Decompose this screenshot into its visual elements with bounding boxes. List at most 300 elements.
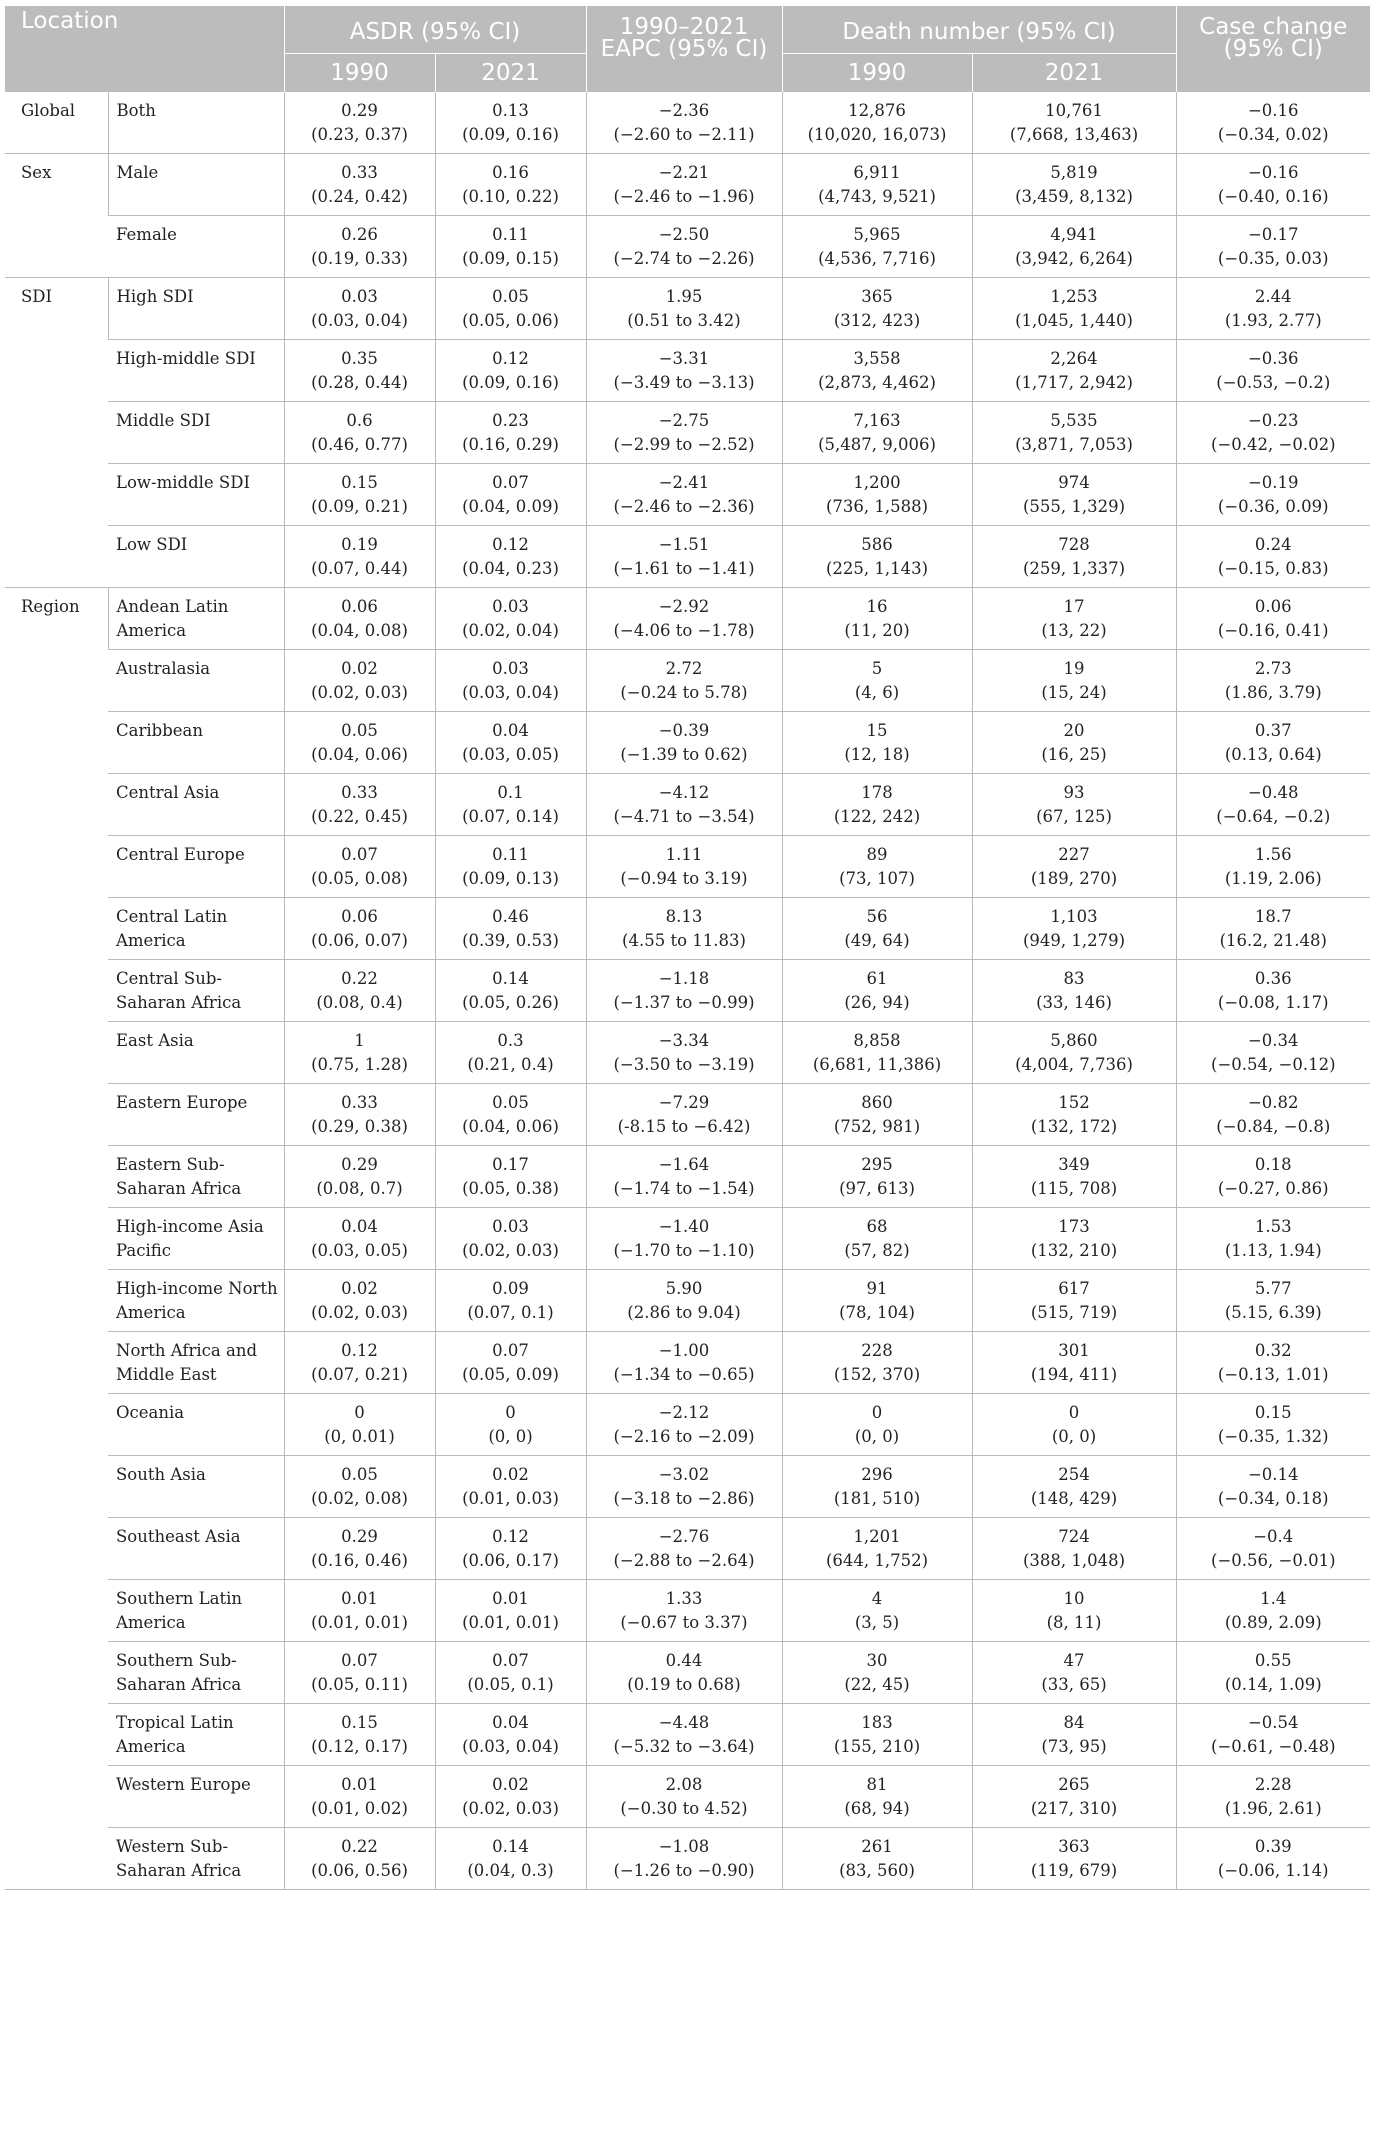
cell-ci: (0.16, 0.46) bbox=[311, 1551, 408, 1570]
header-eapc: 1990–2021 EAPC (95% CI) bbox=[586, 6, 782, 92]
cell-asdr-2021 bbox=[435, 1828, 586, 1890]
cell-death-1990 bbox=[782, 1828, 972, 1890]
cell-ci: (−3.50 to −3.19) bbox=[613, 1055, 755, 1074]
cell-value: 974 bbox=[1058, 473, 1090, 492]
cell-death-2021 bbox=[972, 1394, 1176, 1456]
cell-case-change bbox=[1176, 1146, 1370, 1208]
row-location: Southeast Asia bbox=[108, 1518, 284, 1580]
cell-asdr-1990 bbox=[284, 1766, 435, 1828]
cell-value: 4 bbox=[871, 1589, 883, 1608]
cell-ci: (0.39, 0.53) bbox=[462, 931, 559, 950]
cell-death-2021 bbox=[972, 588, 1176, 650]
cell-value: 0.03 bbox=[492, 1217, 529, 1236]
cell-ci: (1,717, 2,942) bbox=[1015, 373, 1133, 392]
cell-ci: (0.08, 0.4) bbox=[316, 993, 403, 1012]
cell-value: −2.36 bbox=[658, 101, 710, 120]
table-row bbox=[5, 650, 1370, 712]
cell-eapc bbox=[586, 1394, 782, 1456]
cell-value: 3,558 bbox=[853, 349, 901, 368]
cell-value: −2.21 bbox=[658, 163, 710, 182]
cell-value: 1 bbox=[354, 1031, 365, 1050]
cell-death-1990 bbox=[782, 1146, 972, 1208]
cell-ci: (−1.37 to −0.99) bbox=[613, 993, 755, 1012]
cell-asdr-2021 bbox=[435, 1456, 586, 1518]
cell-death-1990 bbox=[782, 278, 972, 340]
row-location: Australasia bbox=[108, 650, 284, 712]
cell-asdr-1990 bbox=[284, 1642, 435, 1704]
cell-asdr-1990 bbox=[284, 464, 435, 526]
cell-case-change bbox=[1176, 1828, 1370, 1890]
cell-death-1990 bbox=[782, 898, 972, 960]
cell-ci: (−3.49 to −3.13) bbox=[613, 373, 755, 392]
row-location: Oceania bbox=[108, 1394, 284, 1456]
cell-value: 301 bbox=[1058, 1341, 1090, 1360]
cell-eapc bbox=[586, 1580, 782, 1642]
cell-ci: (0, 0) bbox=[1051, 1427, 1097, 1446]
cell-value: 0.15 bbox=[1254, 1403, 1292, 1422]
cell-ci: (83, 560) bbox=[839, 1861, 915, 1880]
cell-value: 728 bbox=[1058, 535, 1090, 554]
cell-ci: (33, 65) bbox=[1041, 1675, 1107, 1694]
cell-value: −4.48 bbox=[658, 1713, 710, 1732]
cell-case-change bbox=[1176, 1394, 1370, 1456]
cell-ci: (−1.39 to 0.62) bbox=[620, 745, 748, 764]
cell-ci: (11, 20) bbox=[844, 621, 910, 640]
cell-case-change bbox=[1176, 216, 1370, 278]
cell-value: 0.33 bbox=[341, 163, 378, 182]
cell-asdr-1990 bbox=[284, 402, 435, 464]
row-location: Andean Latin America bbox=[108, 588, 284, 650]
table-row bbox=[5, 1456, 1370, 1518]
row-location: High SDI bbox=[108, 278, 284, 340]
row-category: Global bbox=[5, 92, 108, 154]
cell-ci: (4.55 to 11.83) bbox=[622, 931, 746, 950]
cell-death-1990 bbox=[782, 1580, 972, 1642]
table-row bbox=[5, 774, 1370, 836]
cell-value: 8,858 bbox=[853, 1031, 901, 1050]
cell-asdr-2021 bbox=[435, 774, 586, 836]
cell-ci: (0.04, 0.08) bbox=[311, 621, 408, 640]
cell-case-change bbox=[1176, 464, 1370, 526]
cell-case-change bbox=[1176, 1766, 1370, 1828]
cell-ci: (0.03, 0.04) bbox=[462, 683, 559, 702]
cell-value: 0.19 bbox=[341, 535, 378, 554]
table-row bbox=[5, 1642, 1370, 1704]
cell-asdr-1990 bbox=[284, 1456, 435, 1518]
table-row bbox=[5, 402, 1370, 464]
row-location: North Africa and Middle East bbox=[108, 1332, 284, 1394]
cell-case-change bbox=[1176, 1208, 1370, 1270]
cell-value: 0.55 bbox=[1254, 1651, 1292, 1670]
cell-ci: (−1.74 to −1.54) bbox=[613, 1179, 755, 1198]
cell-ci: (1,045, 1,440) bbox=[1015, 311, 1133, 330]
cell-case-change bbox=[1176, 340, 1370, 402]
row-location: Central Latin America bbox=[108, 898, 284, 960]
cell-value: 5.77 bbox=[1254, 1279, 1292, 1298]
cell-value: 1.4 bbox=[1260, 1589, 1287, 1608]
cell-ci: (−0.94 to 3.19) bbox=[620, 869, 748, 888]
row-location: Female bbox=[108, 216, 284, 278]
cell-case-change bbox=[1176, 712, 1370, 774]
cell-eapc bbox=[586, 1332, 782, 1394]
cell-asdr-2021 bbox=[435, 1270, 586, 1332]
cell-value: 0 bbox=[1068, 1403, 1080, 1422]
cell-value: 8.13 bbox=[665, 907, 703, 926]
cell-asdr-2021 bbox=[435, 464, 586, 526]
cell-value: 0.05 bbox=[341, 721, 378, 740]
cell-ci: (−2.46 to −1.96) bbox=[613, 187, 755, 206]
cell-asdr-2021 bbox=[435, 1022, 586, 1084]
row-category: Sex bbox=[5, 154, 108, 278]
table-row bbox=[5, 278, 1370, 340]
cell-value: 68 bbox=[866, 1217, 888, 1236]
table-row bbox=[5, 464, 1370, 526]
cell-asdr-2021 bbox=[435, 526, 586, 588]
cell-eapc bbox=[586, 526, 782, 588]
cell-ci: (−4.06 to −1.78) bbox=[613, 621, 755, 640]
cell-value: −0.23 bbox=[1247, 411, 1299, 430]
cell-value: 12,876 bbox=[848, 101, 906, 120]
row-location: Western Europe bbox=[108, 1766, 284, 1828]
cell-value: 0.07 bbox=[492, 1651, 529, 1670]
row-location: East Asia bbox=[108, 1022, 284, 1084]
cell-ci: (−0.53, −0.2) bbox=[1216, 373, 1331, 392]
cell-ci: (0.07, 0.44) bbox=[311, 559, 408, 578]
cell-death-1990 bbox=[782, 526, 972, 588]
cell-value: 0.05 bbox=[492, 1093, 529, 1112]
cell-ci: (−2.88 to −2.64) bbox=[613, 1551, 755, 1570]
cell-ci: (0.14, 1.09) bbox=[1224, 1675, 1322, 1694]
cell-asdr-1990 bbox=[284, 1518, 435, 1580]
cell-value: 1,200 bbox=[853, 473, 901, 492]
cell-death-1990 bbox=[782, 588, 972, 650]
cell-value: 724 bbox=[1058, 1527, 1090, 1546]
cell-death-2021 bbox=[972, 1270, 1176, 1332]
cell-value: −0.14 bbox=[1247, 1465, 1299, 1484]
cell-case-change bbox=[1176, 92, 1370, 154]
header-death-number: Death number (95% CI) bbox=[782, 6, 1176, 54]
cell-ci: (8, 11) bbox=[1046, 1613, 1102, 1632]
cell-death-2021 bbox=[972, 278, 1176, 340]
cell-ci: (13, 22) bbox=[1041, 621, 1107, 640]
cell-eapc bbox=[586, 92, 782, 154]
cell-value: −0.16 bbox=[1247, 163, 1299, 182]
cell-value: 617 bbox=[1058, 1279, 1090, 1298]
table-body bbox=[5, 92, 1370, 1890]
cell-ci: (−0.61, −0.48) bbox=[1211, 1737, 1336, 1756]
cell-value: −1.08 bbox=[658, 1837, 710, 1856]
cell-value: −0.54 bbox=[1247, 1713, 1299, 1732]
cell-death-1990 bbox=[782, 650, 972, 712]
cell-ci: (0.06, 0.56) bbox=[311, 1861, 408, 1880]
cell-asdr-2021 bbox=[435, 836, 586, 898]
cell-value: 0.02 bbox=[492, 1775, 529, 1794]
cell-value: 2,264 bbox=[1050, 349, 1098, 368]
cell-eapc bbox=[586, 1270, 782, 1332]
cell-ci: (132, 172) bbox=[1030, 1117, 1118, 1136]
row-location: Central Europe bbox=[108, 836, 284, 898]
cell-value: −1.51 bbox=[658, 535, 710, 554]
cell-ci: (−3.18 to −2.86) bbox=[613, 1489, 755, 1508]
cell-value: −3.34 bbox=[658, 1031, 710, 1050]
cell-ci: (57, 82) bbox=[844, 1241, 910, 1260]
cell-ci: (0.22, 0.45) bbox=[311, 807, 408, 826]
cell-ci: (0.05, 0.08) bbox=[311, 869, 408, 888]
cell-value: 0.22 bbox=[341, 969, 378, 988]
cell-value: 0.22 bbox=[341, 1837, 378, 1856]
results-table bbox=[5, 5, 1370, 1890]
cell-ci: (−4.71 to −3.54) bbox=[613, 807, 755, 826]
cell-death-1990 bbox=[782, 1022, 972, 1084]
cell-value: 0.02 bbox=[492, 1465, 529, 1484]
cell-death-1990 bbox=[782, 774, 972, 836]
cell-ci: (0.01, 0.03) bbox=[462, 1489, 559, 1508]
cell-eapc bbox=[586, 1518, 782, 1580]
cell-value: 5,535 bbox=[1050, 411, 1098, 430]
cell-value: 0.14 bbox=[492, 1837, 529, 1856]
cell-ci: (0, 0) bbox=[488, 1427, 533, 1446]
cell-value: 0.03 bbox=[492, 597, 529, 616]
cell-death-1990 bbox=[782, 1270, 972, 1332]
cell-ci: (0.19 to 0.68) bbox=[627, 1675, 741, 1694]
cell-asdr-1990 bbox=[284, 588, 435, 650]
cell-death-2021 bbox=[972, 1580, 1176, 1642]
cell-ci: (12, 18) bbox=[844, 745, 910, 764]
cell-value: 0.36 bbox=[1254, 969, 1292, 988]
cell-ci: (0.04, 0.09) bbox=[462, 497, 559, 516]
cell-ci: (3, 5) bbox=[854, 1613, 900, 1632]
cell-value: 16 bbox=[866, 597, 888, 616]
cell-value: 0.01 bbox=[492, 1589, 529, 1608]
cell-eapc bbox=[586, 898, 782, 960]
cell-ci: (388, 1,048) bbox=[1022, 1551, 1126, 1570]
cell-ci: (0.03, 0.05) bbox=[311, 1241, 408, 1260]
cell-death-2021 bbox=[972, 1828, 1176, 1890]
cell-value: 1.95 bbox=[665, 287, 703, 306]
cell-value: 81 bbox=[866, 1775, 888, 1794]
cell-asdr-1990 bbox=[284, 340, 435, 402]
cell-ci: (155, 210) bbox=[833, 1737, 921, 1756]
cell-asdr-1990 bbox=[284, 712, 435, 774]
cell-asdr-1990 bbox=[284, 1828, 435, 1890]
cell-value: 227 bbox=[1058, 845, 1090, 864]
table-row bbox=[5, 588, 1370, 650]
cell-value: 91 bbox=[866, 1279, 888, 1298]
cell-ci: (0.13, 0.64) bbox=[1224, 745, 1322, 764]
cell-ci: (−0.56, −0.01) bbox=[1211, 1551, 1336, 1570]
cell-value: −3.31 bbox=[658, 349, 710, 368]
row-location: Southern Latin America bbox=[108, 1580, 284, 1642]
cell-death-1990 bbox=[782, 960, 972, 1022]
cell-case-change bbox=[1176, 774, 1370, 836]
cell-ci: (0.05, 0.1) bbox=[467, 1675, 554, 1694]
row-category: SDI bbox=[5, 278, 108, 588]
cell-value: 0.14 bbox=[492, 969, 529, 988]
header-asdr: ASDR (95% CI) bbox=[284, 6, 586, 54]
cell-asdr-1990 bbox=[284, 1580, 435, 1642]
cell-death-1990 bbox=[782, 1766, 972, 1828]
cell-death-2021 bbox=[972, 154, 1176, 216]
cell-value: 152 bbox=[1058, 1093, 1090, 1112]
cell-ci: (0.02, 0.03) bbox=[311, 683, 408, 702]
cell-ci: (97, 613) bbox=[839, 1179, 915, 1198]
cell-value: 0.06 bbox=[341, 907, 378, 926]
cell-case-change bbox=[1176, 1456, 1370, 1518]
cell-value: 5,860 bbox=[1050, 1031, 1098, 1050]
cell-value: −0.16 bbox=[1247, 101, 1299, 120]
cell-eapc bbox=[586, 464, 782, 526]
cell-death-2021 bbox=[972, 1146, 1176, 1208]
cell-value: 2.72 bbox=[665, 659, 703, 678]
cell-ci: (0.23, 0.37) bbox=[311, 125, 408, 144]
cell-ci: (0.75, 1.28) bbox=[311, 1055, 408, 1074]
cell-eapc bbox=[586, 1146, 782, 1208]
cell-death-1990 bbox=[782, 1084, 972, 1146]
cell-ci: (259, 1,337) bbox=[1022, 559, 1126, 578]
cell-eapc bbox=[586, 1022, 782, 1084]
cell-death-2021 bbox=[972, 1642, 1176, 1704]
cell-asdr-2021 bbox=[435, 278, 586, 340]
cell-death-1990 bbox=[782, 712, 972, 774]
cell-value: 178 bbox=[861, 783, 893, 802]
cell-value: 2.44 bbox=[1254, 287, 1292, 306]
cell-death-2021 bbox=[972, 712, 1176, 774]
cell-death-2021 bbox=[972, 774, 1176, 836]
cell-case-change bbox=[1176, 836, 1370, 898]
cell-ci: (752, 981) bbox=[833, 1117, 921, 1136]
cell-value: 365 bbox=[861, 287, 893, 306]
cell-value: 0.09 bbox=[492, 1279, 529, 1298]
cell-value: 2.28 bbox=[1254, 1775, 1292, 1794]
cell-ci: (−1.61 to −1.41) bbox=[613, 559, 755, 578]
cell-asdr-2021 bbox=[435, 1518, 586, 1580]
cell-ci: (−5.32 to −3.64) bbox=[613, 1737, 755, 1756]
cell-value: 0 bbox=[354, 1403, 365, 1422]
cell-ci: (0.09, 0.13) bbox=[462, 869, 559, 888]
header-asdr-1990: 1990 bbox=[284, 54, 435, 92]
cell-ci: (−0.35, 1.32) bbox=[1217, 1427, 1329, 1446]
table-row bbox=[5, 836, 1370, 898]
cell-value: 10,761 bbox=[1045, 101, 1103, 120]
table-row bbox=[5, 712, 1370, 774]
cell-eapc bbox=[586, 1642, 782, 1704]
cell-ci: (15, 24) bbox=[1041, 683, 1107, 702]
cell-ci: (4,743, 9,521) bbox=[818, 187, 936, 206]
cell-case-change bbox=[1176, 650, 1370, 712]
table-row bbox=[5, 960, 1370, 1022]
cell-asdr-1990 bbox=[284, 154, 435, 216]
cell-value: 10 bbox=[1063, 1589, 1085, 1608]
cell-ci: (0.06, 0.07) bbox=[311, 931, 408, 950]
cell-value: 254 bbox=[1058, 1465, 1090, 1484]
cell-ci: (−0.06, 1.14) bbox=[1217, 1861, 1329, 1880]
cell-value: 47 bbox=[1063, 1651, 1085, 1670]
cell-eapc bbox=[586, 402, 782, 464]
cell-value: 2.73 bbox=[1254, 659, 1292, 678]
cell-value: 296 bbox=[861, 1465, 893, 1484]
cell-ci: (−1.26 to −0.90) bbox=[613, 1861, 755, 1880]
cell-value: 0.04 bbox=[341, 1217, 378, 1236]
cell-ci: (0.08, 0.7) bbox=[316, 1179, 403, 1198]
cell-value: 30 bbox=[866, 1651, 888, 1670]
cell-eapc bbox=[586, 154, 782, 216]
cell-case-change bbox=[1176, 960, 1370, 1022]
cell-asdr-2021 bbox=[435, 1642, 586, 1704]
row-location: Eastern Europe bbox=[108, 1084, 284, 1146]
cell-ci: (0.16, 0.29) bbox=[462, 435, 559, 454]
table-row bbox=[5, 1332, 1370, 1394]
table-row bbox=[5, 216, 1370, 278]
cell-value: 0.11 bbox=[492, 845, 529, 864]
cell-value: 5.90 bbox=[665, 1279, 703, 1298]
table-row bbox=[5, 92, 1370, 154]
cell-value: 0.07 bbox=[341, 1651, 378, 1670]
cell-value: 93 bbox=[1063, 783, 1085, 802]
header-case-change: Case change (95% CI) bbox=[1176, 6, 1370, 92]
cell-death-1990 bbox=[782, 1518, 972, 1580]
cell-ci: (0.01, 0.02) bbox=[311, 1799, 408, 1818]
cell-ci: (0.05, 0.09) bbox=[462, 1365, 559, 1384]
cell-value: 0.18 bbox=[1254, 1155, 1292, 1174]
row-location: Middle SDI bbox=[108, 402, 284, 464]
cell-value: 0.3 bbox=[497, 1031, 524, 1050]
cell-ci: (0.21, 0.4) bbox=[467, 1055, 554, 1074]
cell-eapc bbox=[586, 588, 782, 650]
cell-value: 5 bbox=[871, 659, 883, 678]
row-location: Tropical Latin America bbox=[108, 1704, 284, 1766]
cell-value: −2.75 bbox=[658, 411, 710, 430]
cell-death-2021 bbox=[972, 1022, 1176, 1084]
cell-ci: (1.93, 2.77) bbox=[1224, 311, 1322, 330]
cell-ci: (119, 679) bbox=[1030, 1861, 1118, 1880]
cell-ci: (0.04, 0.06) bbox=[462, 1117, 559, 1136]
cell-ci: (5,487, 9,006) bbox=[818, 435, 936, 454]
table-row bbox=[5, 1828, 1370, 1890]
cell-value: 0.16 bbox=[492, 163, 529, 182]
header-death-1990: 1990 bbox=[782, 54, 972, 92]
cell-value: 89 bbox=[866, 845, 888, 864]
cell-ci: (0.01, 0.01) bbox=[311, 1613, 408, 1632]
row-location: Low-middle SDI bbox=[108, 464, 284, 526]
cell-case-change bbox=[1176, 402, 1370, 464]
cell-ci: (0.06, 0.17) bbox=[462, 1551, 559, 1570]
cell-value: 84 bbox=[1063, 1713, 1085, 1732]
table-row bbox=[5, 1270, 1370, 1332]
row-location: High-income Asia Pacific bbox=[108, 1208, 284, 1270]
cell-ci: (−2.74 to −2.26) bbox=[613, 249, 755, 268]
cell-value: 2.08 bbox=[665, 1775, 703, 1794]
cell-death-2021 bbox=[972, 650, 1176, 712]
header-location: Location bbox=[5, 6, 284, 92]
cell-ci: (189, 270) bbox=[1030, 869, 1118, 888]
cell-death-2021 bbox=[972, 960, 1176, 1022]
table-row bbox=[5, 1518, 1370, 1580]
cell-ci: (2,873, 4,462) bbox=[818, 373, 936, 392]
cell-eapc bbox=[586, 836, 782, 898]
cell-death-1990 bbox=[782, 402, 972, 464]
cell-value: −0.19 bbox=[1247, 473, 1299, 492]
cell-ci: (1.96, 2.61) bbox=[1224, 1799, 1322, 1818]
cell-ci: (949, 1,279) bbox=[1022, 931, 1126, 950]
cell-value: 0.03 bbox=[492, 659, 529, 678]
cell-value: 56 bbox=[866, 907, 888, 926]
cell-value: 0.06 bbox=[1254, 597, 1292, 616]
cell-asdr-2021 bbox=[435, 1394, 586, 1456]
cell-asdr-2021 bbox=[435, 92, 586, 154]
cell-ci: (6,681, 11,386) bbox=[812, 1055, 942, 1074]
cell-value: 1.53 bbox=[1254, 1217, 1292, 1236]
cell-value: 0.32 bbox=[1254, 1341, 1292, 1360]
